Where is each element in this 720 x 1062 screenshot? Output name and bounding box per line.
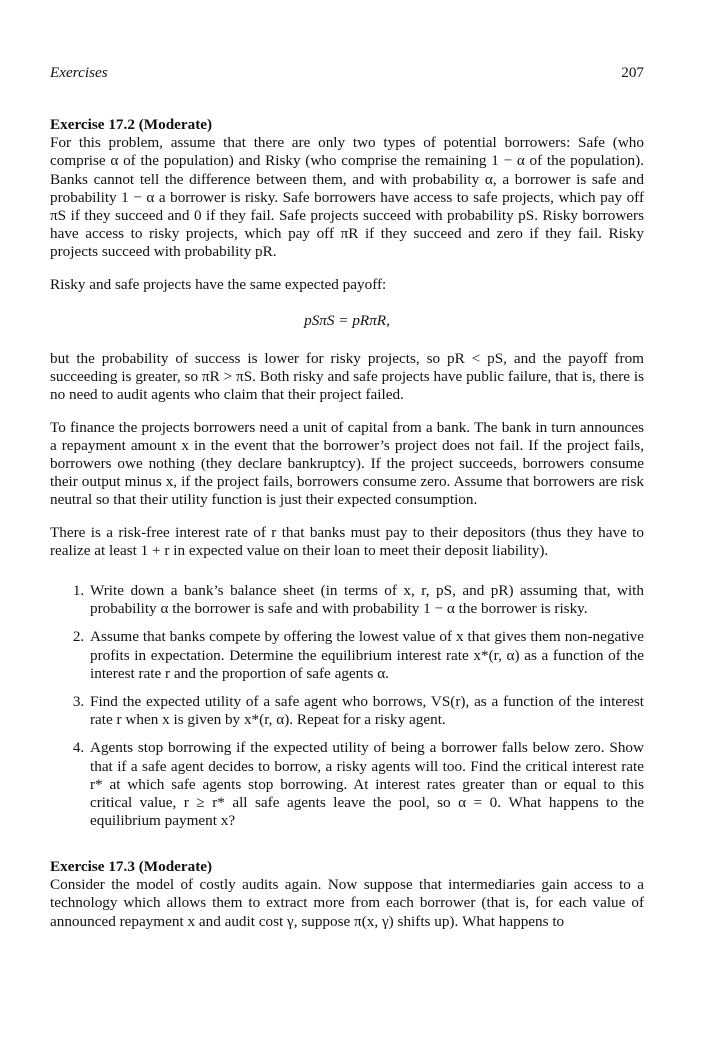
paragraph: To finance the projects borrowers need a unit of capital from a bank. The bank in turn announces a repayment amount x in the event that the borrower’s project does not fail. If the project fails, borrowers owe nothing (they declare bankruptcy). If the project succeeds, borrowers consume their output minus x, if the project fails, borrowers consume zero. Assume that borrowers are risk neutral so that their utility function is just their expected consumption. — [50, 418, 644, 509]
paragraph: Risky and safe projects have the same expected payoff: — [50, 275, 387, 293]
paragraph: For this problem, assume that there are only two types of potential borrowers: Safe (who comprise α of the population) and Risky (who comprise the remaining 1 − α of the population). Banks cannot tell the difference between them, and with probability α, a borrower is safe and probability 1 − α a borrower is risky. Safe borrowers have access to safe projects, which pay off πS if they succeed and 0 if they fail. Safe projects succeed with probability pS. Risky borrowers have access to risky projects, which pay off πR if they succeed and zero if they fail. Risky projects succeed with probability pR. — [50, 134, 644, 261]
list-item: 2. Assume that banks compete by offering the lowest value of x that gives them non-negative profits in expectation. Determine the equilibrium interest rate x*(r, α) as a function of the interest rate r and the proportion of safe agents α. — [88, 628, 644, 683]
list-item: 1. Write down a bank’s balance sheet (in terms of x, r, pS, and pR) assuming that, with probability α the borrower is safe and with probability 1 − α the borrower is risky. — [88, 582, 644, 618]
list-item: 4. Agents stop borrowing if the expected utility of being a borrower falls below zero. Show that if a safe agent decides to borrow, a risky agents will too. Find the critical interest rate r* at which safe agents stop borrowing. At interest rates greater than or equal to this critical value, r ≥ r* all safe agents leave the pool, so α = 0. What happens to the equilibrium payment x? — [88, 739, 644, 830]
paragraph: but the probability of success is lower for risky projects, so pR < pS, and the payoff from succeeding is greater, so πR > πS. Both risky and safe projects have public failure, that is, there is no need to audit agents who claim that their project failed. — [50, 350, 644, 404]
exercise-heading: Exercise 17.2 (Moderate) — [50, 116, 213, 133]
question-list — [50, 582, 644, 830]
exercise-17-2 — [50, 116, 644, 841]
list-item: 3. Find the expected utility of a safe agent who borrows, VS(r), as a function of the interest rate r when x is given by x*(r, α). Repeat for a risky agent. — [88, 693, 644, 729]
paragraph: There is a risk-free interest rate of r that banks must pay to their depositors (thus they have to realize at least 1 + r in expected value on their loan to meet their deposit liability). — [50, 523, 644, 559]
exercise-heading: Exercise 17.3 (Moderate) — [50, 858, 213, 875]
equation: pSπS = pRπR, — [304, 311, 390, 329]
paragraph: Consider the model of costly audits again. Now suppose that intermediaries gain access to a technology which allows them to extract more from each borrower (that is, for each value of announced repayment x and audit cost γ, suppose π(x, γ) shifts up). What happens to — [50, 876, 644, 930]
exercise-17-3 — [50, 858, 644, 931]
section-title: Exercises — [50, 64, 108, 81]
page-number: 207 — [621, 64, 644, 81]
running-header — [50, 64, 644, 84]
